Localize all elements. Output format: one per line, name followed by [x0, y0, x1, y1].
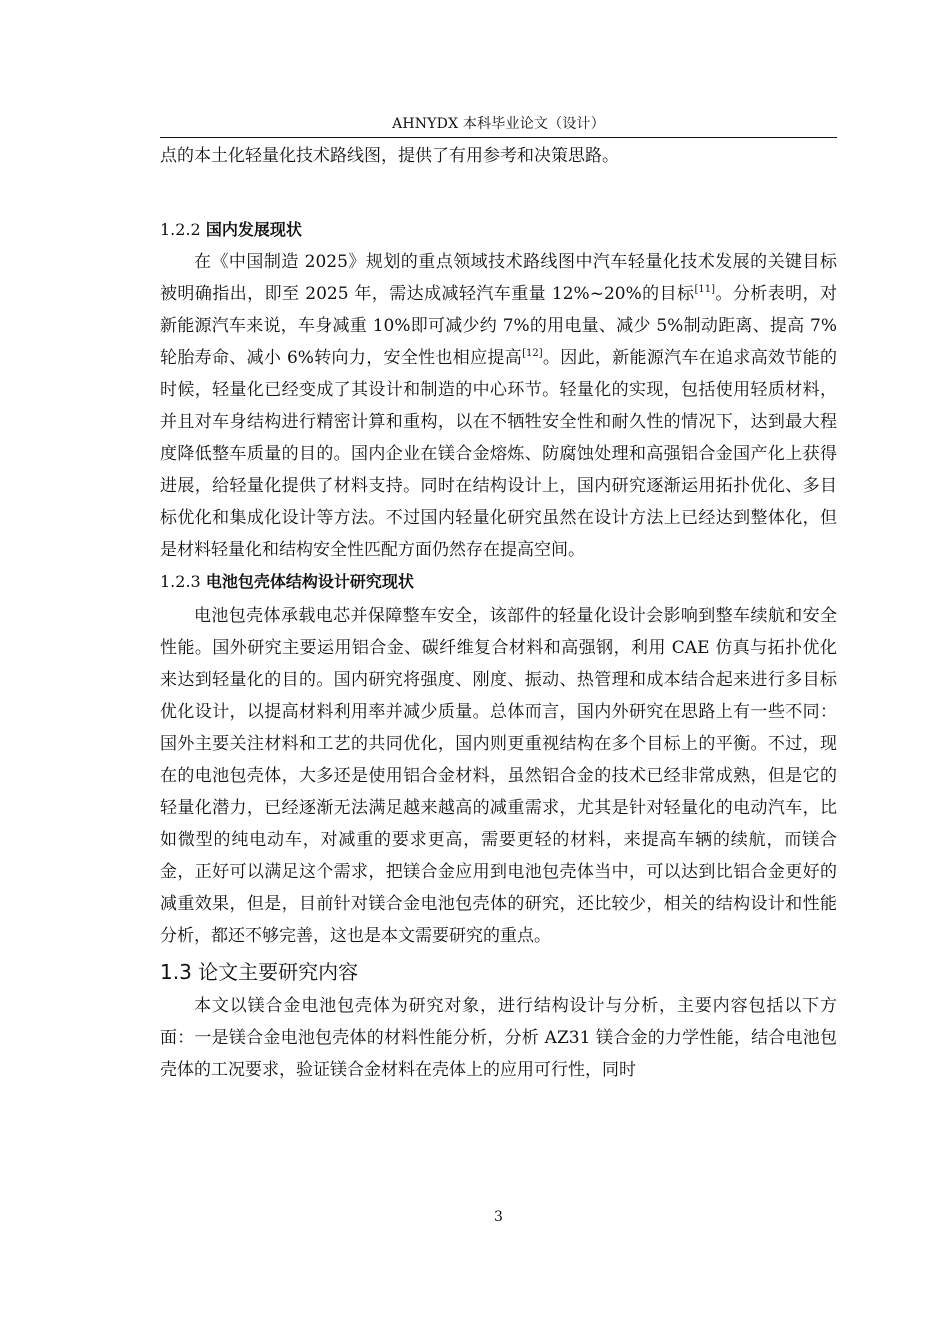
paragraph-text: 在《中国制造 2025》规划的重点领域技术路线图中汽车轻量化技术发展的关键目标被明确指出，即至 2025 年，需达成减轻汽车重量 12%~20%的目标: [160, 252, 837, 304]
section-number: 1.2.2: [160, 220, 201, 239]
continued-paragraph: 点的本土化轻量化技术路线图，提供了有用参考和决策思路。: [160, 146, 619, 166]
section-number: 1.2.3: [160, 572, 201, 591]
section-heading-1-3: [160, 954, 837, 990]
citation-ref: [11]: [694, 284, 715, 295]
paragraph-domestic-status: [160, 246, 837, 566]
paragraph-text: 。因此，新能源汽车在追求高效节能的时候，轻量化已经变成了其设计和制造的中心环节。轻量化的实现，包括使用轻质材料，并且对车身结构进行精密计算和重构，以在不牺牲安全性和耐久性的情况下，达到最大程度降低整车质量的目的。国内企业在镁合金熔炼、防腐蚀处理和高强铝合金国产化上获得进展，给轻量化提供了材料支持。同时在结构设计上，国内研究逐渐运用拓扑优化、多目标优化和集成化设计等方法。不过国内轻量化研究虽然在设计方法上已经达到整体化，但是材料轻量化和结构安全性匹配方面仍然存在提高空间。: [160, 348, 838, 560]
section-number: 1.3: [160, 960, 192, 984]
section-heading-1-2-3: [160, 566, 837, 598]
header-rule: [160, 137, 837, 138]
paragraph-text: 。分析表明，对新能源汽车来说，车身减重 10%即可减少约 7%的用电量、减少 5%制动距离、提高 7%轮胎寿命、减小 6%转向力，安全性也相应提高: [160, 284, 838, 368]
page-number: 3: [494, 1209, 503, 1225]
section-heading-1-2-2: [160, 214, 837, 246]
citation-ref: [12]: [522, 348, 543, 359]
section-title: 电池包壳体结构设计研究现状: [205, 572, 414, 591]
section-title: 论文主要研究内容: [198, 960, 359, 984]
paragraph-research-content: 本文以镁合金电池包壳体为研究对象，进行结构设计与分析，主要内容包括以下方面：一是镁合金电池包壳体的材料性能分析，分析 AZ31 镁合金的力学性能，结合电池包壳体的工况要求，验证镁合金材料在壳体上的应用可行性，同时: [160, 996, 837, 1080]
section-title: 国内发展现状: [205, 220, 302, 239]
paragraph-battery-case: 电池包壳体承载电芯并保障整车安全，该部件的轻量化设计会影响到整车续航和安全性能。国外研究主要运用铝合金、碳纤维复合材料和高强钢，利用 CAE 仿真与拓扑优化来达到轻量化的目的。国内研究将强度、刚度、振动、热管理和成本结合起来进行多目标优化设计，以提高材料利用率并减少质量。总体而言，国内外研究在思路上有一些不同：国外主要关注材料和工艺的共同优化，国内则更重视结构在多个目标上的平衡。不过，现在的电池包壳体，大多还是使用铝合金材料，虽然铝合金的技术已经非常成熟，但是它的轻量化潜力，已经逐渐无法满足越来越高的减重需求，尤其是针对轻量化的电动汽车，比如微型的纯电动车，对减重的要求更高，需要更轻的材料，来提高车辆的续航，而镁合金，正好可以满足这个需求，把镁合金应用到电池包壳体当中，可以达到比铝合金更好的减重效果，但是，目前针对镁合金电池包壳体的研究，还比较少，相关的结构设计和性能分析，都还不够完善，这也是本文需要研究的重点。: [160, 606, 837, 946]
running-header: AHNYDX 本科毕业论文（设计）: [392, 116, 605, 132]
page-body: [160, 140, 837, 1086]
